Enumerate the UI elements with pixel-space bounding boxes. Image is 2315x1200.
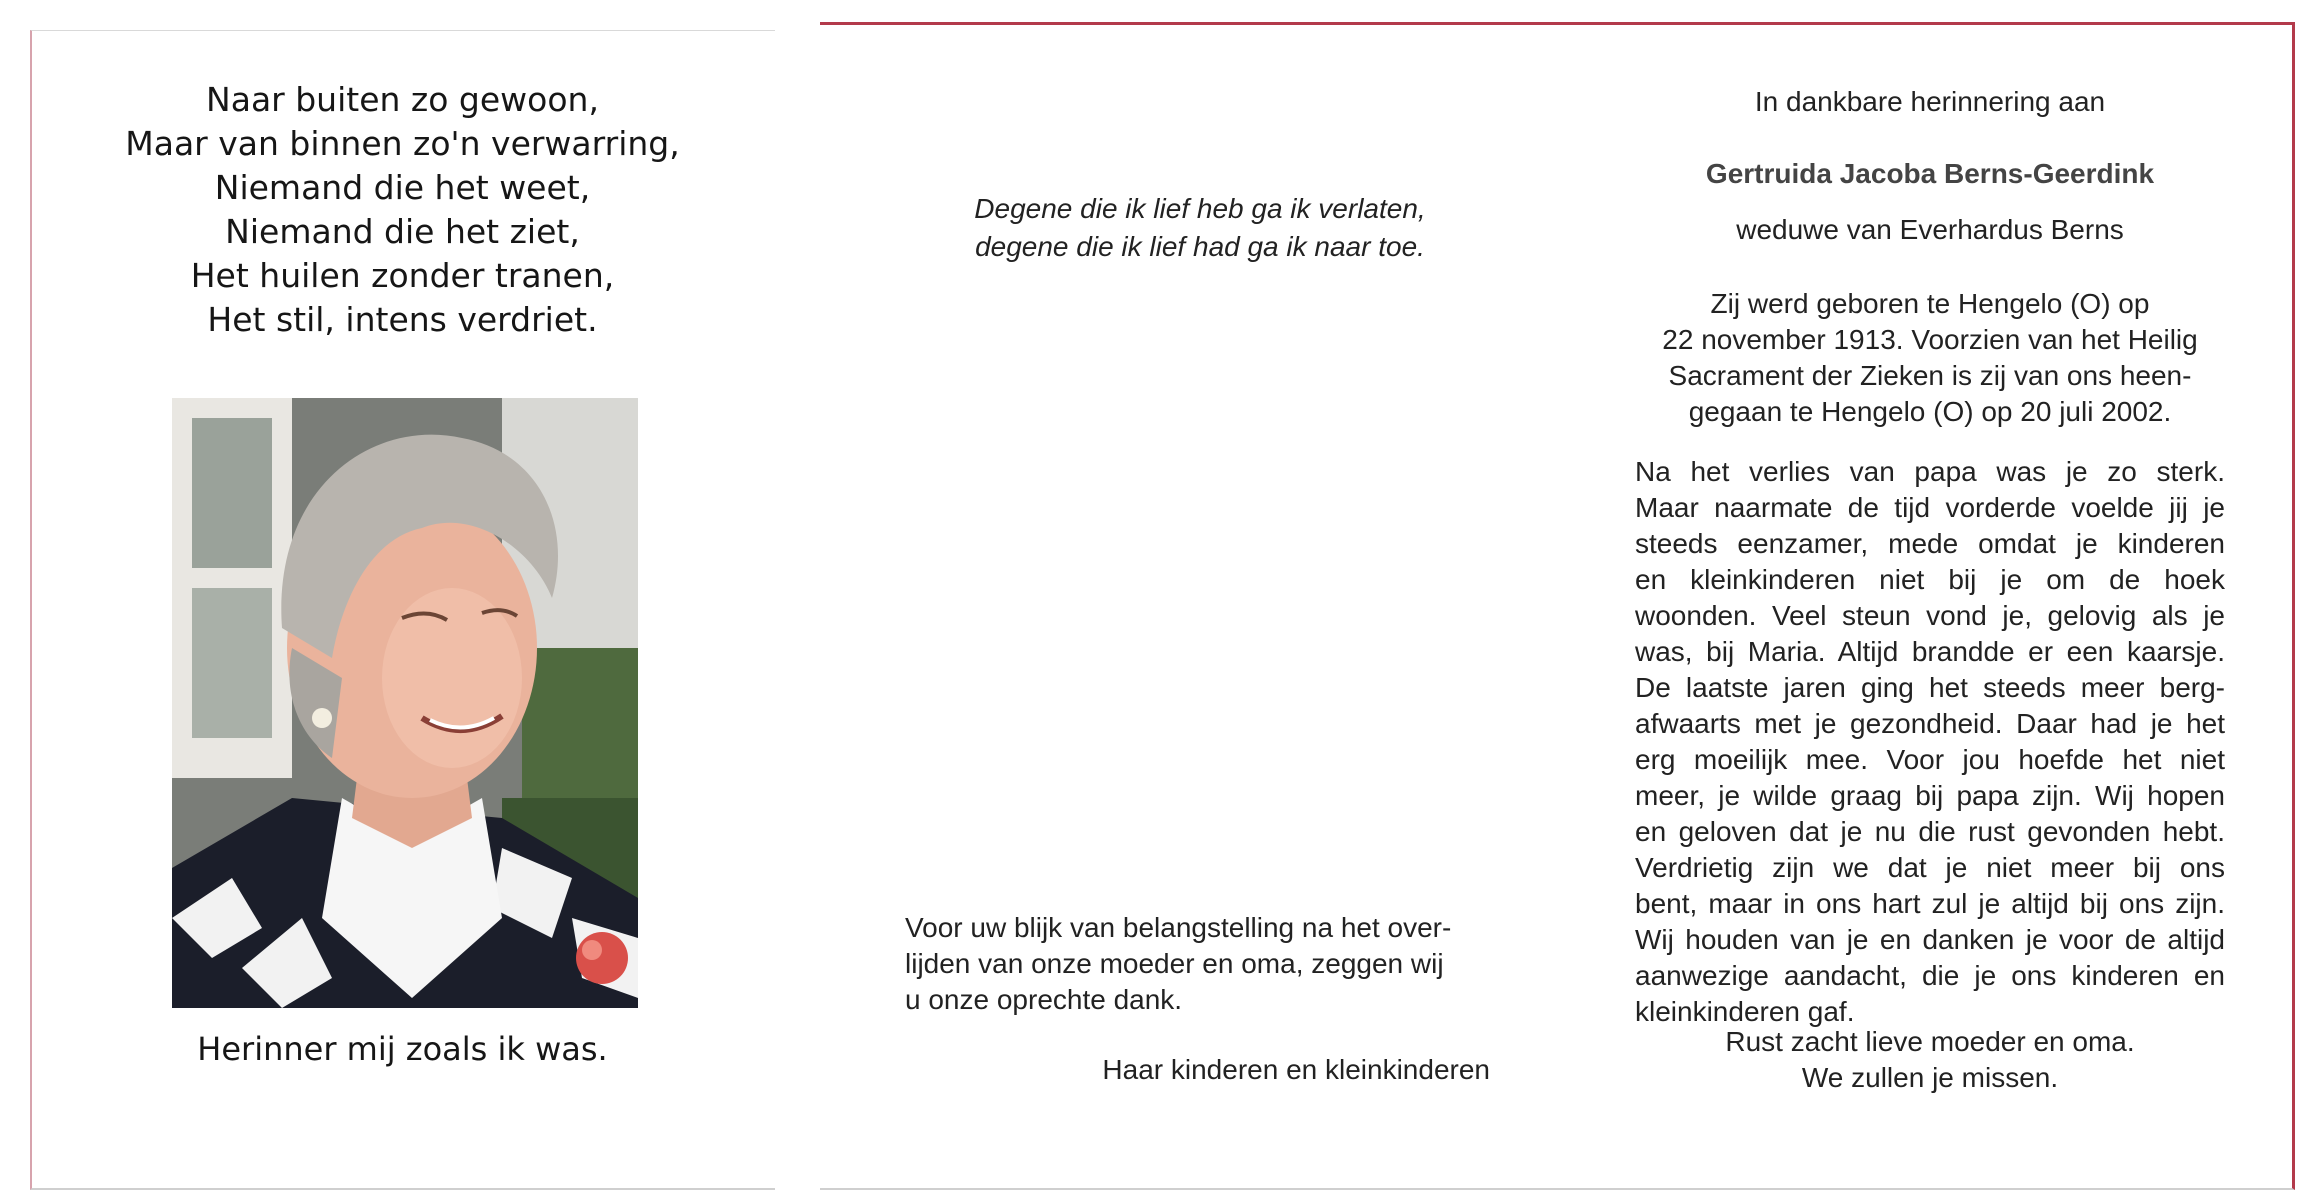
remember-line: Herinner mij zoals ik was. xyxy=(197,1030,608,1068)
poem-line: Naar buiten zo gewoon, xyxy=(206,80,599,119)
paragraph-line: bent, maar in ons hart zul je altijd bij ons zijn. xyxy=(1635,888,2225,919)
widow-line: weduwe van Everhardus Berns xyxy=(1736,214,2124,245)
paragraph-line: erg moeilijk mee. Voor jou hoefde het niet xyxy=(1635,744,2225,775)
memorial-paragraph xyxy=(1635,454,2225,1030)
birth-death-text xyxy=(1635,286,2225,430)
thanks-line: u onze oprechte dank. xyxy=(905,984,1183,1015)
thanks-line: lijden van onze moeder en oma, zeggen wij xyxy=(905,948,1444,979)
paragraph-line: aanwezige aandacht, die je ons kinderen en xyxy=(1635,960,2225,991)
born-line: gegaan te Hengelo (O) op 20 juli 2002. xyxy=(1688,396,2172,427)
born-line: Sacrament der Zieken is zij van ons heen- xyxy=(1668,360,2192,391)
quote-line: Degene die ik lief heb ga ik verlaten, xyxy=(974,193,1426,224)
poem-line: Maar van binnen zo'n verwarring, xyxy=(125,124,680,163)
poem-line: Het stil, intens verdriet. xyxy=(207,300,598,339)
paragraph-line: Verdrietig zijn we dat je niet meer bij ons xyxy=(1635,852,2225,883)
born-line: 22 november 1913. Voorzien van het Heilig xyxy=(1662,324,2198,355)
paragraph-line: Wij houden van je en danken je voor de altijd xyxy=(1635,924,2225,955)
deceased-name: Gertruida Jacoba Berns-Geerdink xyxy=(1705,158,2155,189)
poem-line: Niemand die het weet, xyxy=(214,168,591,207)
poem xyxy=(30,78,775,342)
paragraph-line: De laatste jaren ging het steeds meer berg- xyxy=(1635,672,2225,703)
poem-line: Het huilen zonder tranen, xyxy=(190,256,615,295)
portrait-photo xyxy=(172,398,638,1008)
closing-line: We zullen je missen. xyxy=(1801,1062,2059,1093)
paragraph-line: woonden. Veel steun vond je, gelovig als je xyxy=(1635,600,2225,631)
paragraph-line: meer, je wilde graag bij papa zijn. Wij hopen xyxy=(1635,780,2225,811)
closing-line: Rust zacht lieve moeder en oma. xyxy=(1725,1026,2135,1057)
paragraph-line: Na het verlies van papa was je zo sterk. xyxy=(1635,456,2225,487)
closing-lines xyxy=(1635,1024,2225,1096)
italic-quote xyxy=(880,190,1520,266)
paragraph-line: afwaarts met je gezondheid. Daar had je het xyxy=(1635,708,2225,739)
paragraph-line: kleinkinderen gaf. xyxy=(1635,996,1855,1027)
born-line: Zij werd geboren te Hengelo (O) op xyxy=(1710,288,2150,319)
paragraph-line: Maar naarmate de tijd vorderde voelde jij je xyxy=(1635,492,2225,523)
poem-line: Niemand die het ziet, xyxy=(225,212,580,251)
signature: Haar kinderen en kleinkinderen xyxy=(1102,1054,1490,1085)
paragraph-line: steeds eenzamer, mede omdat je kinderen xyxy=(1635,528,2225,559)
thanks-text xyxy=(905,910,1490,1018)
intro-line: In dankbare herinnering aan xyxy=(1754,86,2106,117)
thanks-line: Voor uw blijk van belangstelling na het over- xyxy=(905,912,1452,943)
paragraph-line: en geloven dat je nu die rust gevonden hebt. xyxy=(1635,816,2225,847)
quote-line: degene die ik lief had ga ik naar toe. xyxy=(975,231,1425,262)
paragraph-line: en kleinkinderen niet bij je om de hoek xyxy=(1635,564,2225,595)
paragraph-line: was, bij Maria. Altijd brandde er een kaarsje. xyxy=(1635,636,2225,667)
